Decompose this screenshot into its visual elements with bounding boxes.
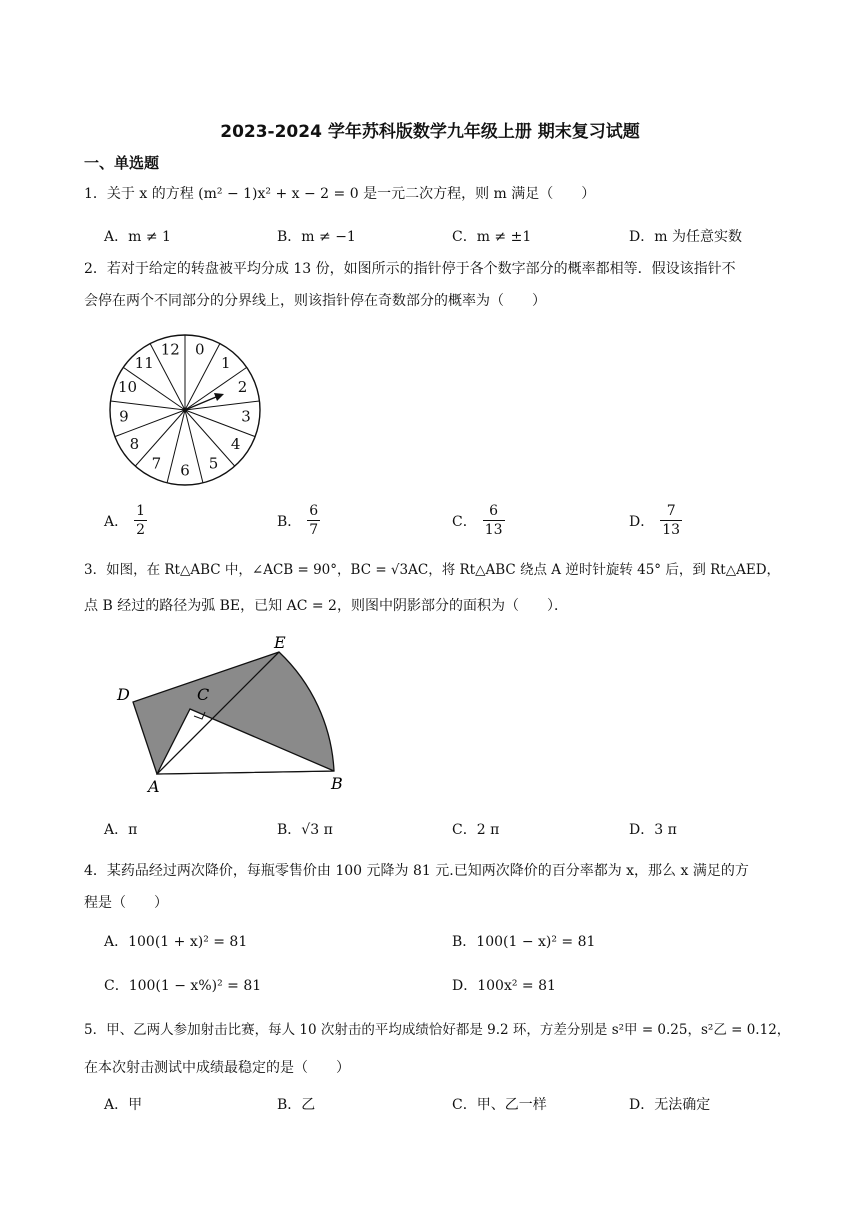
q2-option-c: C． $\frac{6}{13}$: [452, 503, 503, 538]
q4-option-b: B．100(1 − x)² = 81: [452, 934, 596, 950]
question-1-text: 1．关于 x 的方程 (m² − 1)x² + x − 2 = 0 是一元二次方程，则 m 满足（ ）: [84, 186, 596, 202]
question-3-line-1: 3．如图，在 Rt△ABC 中，∠ACB = 90°，BC = √3AC，将 Rt△ABC 绕点 A 逆时针旋转 45° 后，到 Rt△AED，: [84, 562, 781, 578]
q3-option-c: C．2 π: [452, 822, 500, 838]
question-4-line-1: 4．某药品经过两次降价，每瓶零售价由 100 元降为 81 元.已知两次降价的百分率都为 x，那么 x 满足的方: [84, 863, 749, 879]
q5-option-a: A．甲: [104, 1097, 143, 1113]
q1-option-c: C．m ≠ ±1: [452, 229, 532, 245]
question-2-line-1: 2．若对于给定的转盘被平均分成 13 份，如图所示的指针停于各个数字部分的概率都相等．假设该指针不: [84, 261, 736, 277]
q2-option-a: A． $\frac{1}{2}$: [104, 503, 146, 538]
wheel-number-7: 7: [151, 454, 162, 473]
question-3-line-2: 点 B 经过的路径为弧 BE，已知 AC = 2，则图中阴影部分的面积为（ ）．: [84, 598, 568, 614]
q5-option-b: B．乙: [277, 1097, 316, 1113]
question-5-line-2: 在本次射击测试中成绩最稳定的是（ ）: [84, 1060, 350, 1076]
wheel-number-2: 2: [237, 378, 248, 397]
label-a: A: [148, 777, 160, 796]
spinner-wheel-figure: [104, 330, 269, 492]
q5-option-d: D．无法确定: [629, 1097, 711, 1113]
wheel-number-9: 9: [119, 407, 129, 426]
q4-option-c: C．100(1 − x%)² = 81: [104, 978, 262, 994]
q4-option-a: A．100(1 + x)² = 81: [104, 934, 248, 950]
question-2-line-2: 会停在两个不同部分的分界线上，则该指针停在奇数部分的概率为（ ）: [84, 293, 546, 309]
wheel-number-5: 5: [208, 454, 219, 473]
label-d: D: [117, 685, 130, 704]
q3-option-d: D．3 π: [629, 822, 677, 838]
wheel-number-10: 10: [117, 378, 138, 397]
wheel-number-1: 1: [221, 353, 231, 372]
wheel-number-8: 8: [129, 434, 140, 453]
q2-option-d: D． $\frac{7}{13}$: [629, 503, 681, 538]
wheel-number-6: 6: [180, 461, 190, 480]
wheel-number-0: 0: [194, 340, 205, 359]
q3-option-a: A．π: [104, 822, 138, 838]
question-4-line-2: 程是（ ）: [84, 895, 168, 911]
page-title: 2023-2024 学年苏科版数学九年级上册 期末复习试题: [220, 122, 640, 142]
label-b: B: [331, 774, 343, 793]
label-e: E: [274, 633, 286, 652]
wheel-number-3: 3: [241, 407, 251, 426]
q4-option-d: D．100x² = 81: [452, 978, 556, 994]
question-5-line-1: 5．甲、乙两人参加射击比赛，每人 10 次射击的平均成绩恰好都是 9.2 环，方差分别是 s²甲 = 0.25，s²乙 = 0.12，: [84, 1022, 791, 1038]
q1-option-d: D．m 为任意实数: [629, 229, 742, 245]
q1-option-b: B．m ≠ −1: [277, 229, 356, 245]
q2-option-b: B． $\frac{6}{7}$: [277, 503, 319, 538]
wheel-number-12: 12: [160, 340, 180, 359]
rotation-triangle-figure: [104, 628, 364, 798]
section-heading: 一、单选题: [84, 154, 160, 172]
wheel-number-4: 4: [230, 434, 241, 453]
label-c: C: [197, 685, 210, 704]
q3-option-b: B．√3 π: [277, 822, 333, 838]
wheel-number-11: 11: [134, 353, 154, 372]
q5-option-c: C．甲、乙一样: [452, 1097, 547, 1113]
q1-option-a: A．m ≠ 1: [104, 229, 171, 245]
